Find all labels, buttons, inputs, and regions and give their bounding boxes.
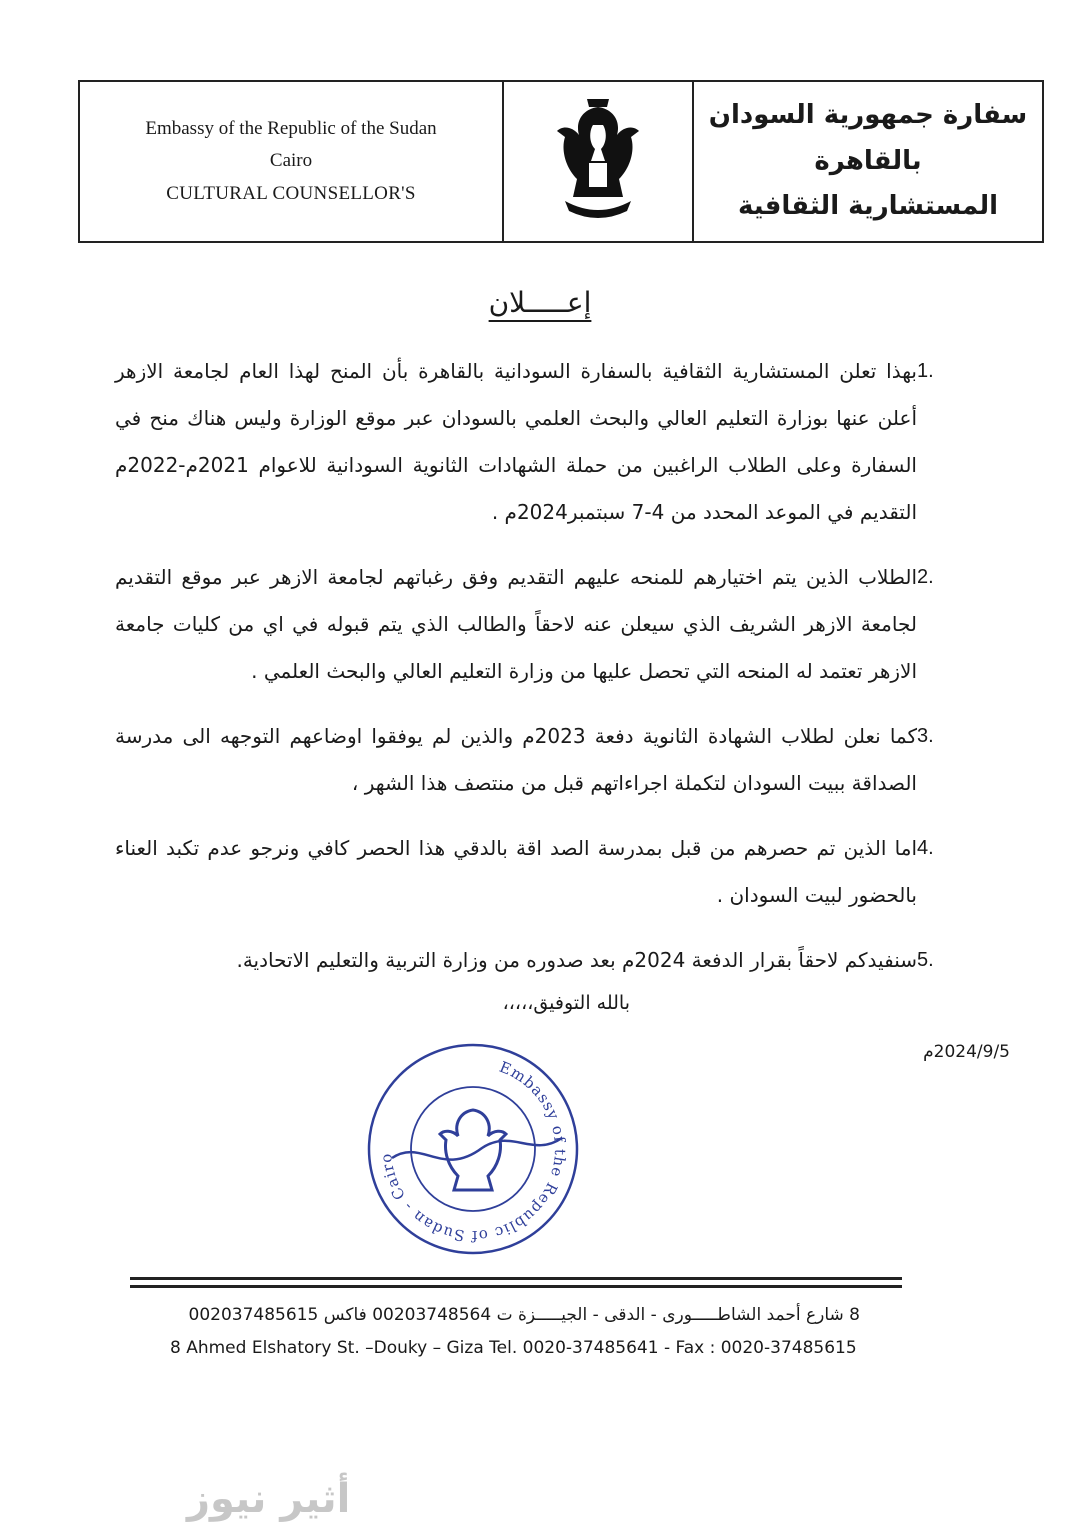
embassy-stamp-icon <box>362 1038 584 1260</box>
city-ar: بالقاهرة <box>814 145 922 176</box>
city-en: Cairo <box>269 150 313 172</box>
item-number: 2. <box>917 566 934 588</box>
letterhead-arabic <box>694 82 1042 241</box>
department-ar: المستشارية الثقافية <box>737 191 999 222</box>
footer-divider <box>130 1277 902 1288</box>
letterhead <box>78 80 1044 243</box>
item-text: الطلاب الذين يتم اختيارهم للمنحه عليهم التقديم وفق رغباتهم لجامعة الازهر عبر موقع التقديم لجامعة الازهر الشريف الذي سيعلن عنه لاحقاً والطالب الذي يتم قبوله في اي من كليات جامعة الازهر تعتمد له المنحه التي تحصل عليها من وزارة التعليم العالي والبحث العلمي . <box>115 565 917 683</box>
list-item <box>115 554 965 695</box>
watermark-text: أثير نيوز <box>187 1476 351 1522</box>
document-date: 2024/9/5م <box>923 1042 1010 1062</box>
news-watermark-logo <box>12 1460 351 1530</box>
item-number: 3. <box>917 725 934 747</box>
emblem-cell <box>504 82 694 241</box>
department-en: CULTURAL COUNSELLOR'S <box>166 182 416 204</box>
list-item <box>115 937 965 984</box>
item-text: اما الذين تم حصرهم من قبل بمدرسة الصد اقة بالدقي هذا الحصر كافي ونرجو عدم تكبد العناء بالحضور لبيت السودان . <box>115 836 917 907</box>
footer-address-ar: 8 شارع أحمد الشاطـــــورى - الدقى - الجيـــــزة ت 00203748564 فاكس 002037485615 <box>188 1305 860 1325</box>
announcement-items <box>115 348 965 1002</box>
item-text: سنفيدكم لاحقاً بقرار الدفعة 2024م بعد صدوره من وزارة التربية والتعليم الاتحادية. <box>236 948 917 972</box>
item-number: 4. <box>917 837 934 859</box>
list-item <box>115 348 965 536</box>
announcement-title: إعـــــلان <box>488 286 592 319</box>
stamp-text: Embassy of the Republic of Sudan - Cairo <box>376 1057 570 1246</box>
sudan-emblem-icon <box>543 97 653 227</box>
item-text: بهذا تعلن المستشارية الثقافية بالسفارة السودانية بالقاهرة بأن المنح لهذا العام لجامعة الازهر أعلن عنها بوزارة التعليم العالي والبحث العلمي بالسودان عبر موقع الوزارة وليس هناك منح في السفارة وعلى الطلاب الراغبين من حملة الشهادات الثانوية السودانية للاعوام 2021م-2022م التقديم في الموعد المحدد من 4-7 سبتمبر2024م . <box>115 359 917 524</box>
footer-address-en: 8 Ahmed Elshatory St. –Douky – Giza Tel. 0020-37485641 - Fax : 0020-37485615 <box>170 1338 857 1358</box>
item-number: 5. <box>917 949 934 971</box>
item-number: 1. <box>917 360 934 382</box>
embassy-name-ar: سفارة جمهورية السودان <box>708 100 1028 131</box>
closing-phrase: بالله التوفيق،،،،، <box>502 992 630 1014</box>
item-text: كما نعلن لطلاب الشهادة الثانوية دفعة 2023م والذين لم يوفقوا اوضاعهم التوجهه الى مدرسة الصداقة ببيت السودان لتكملة اجراءاتهم قبل من منتصف هذا الشهر ، <box>115 724 917 795</box>
letterhead-english <box>80 82 504 241</box>
embassy-name-en: Embassy of the Republic of the Sudan <box>145 118 437 140</box>
list-item <box>115 825 965 919</box>
list-item <box>115 713 965 807</box>
